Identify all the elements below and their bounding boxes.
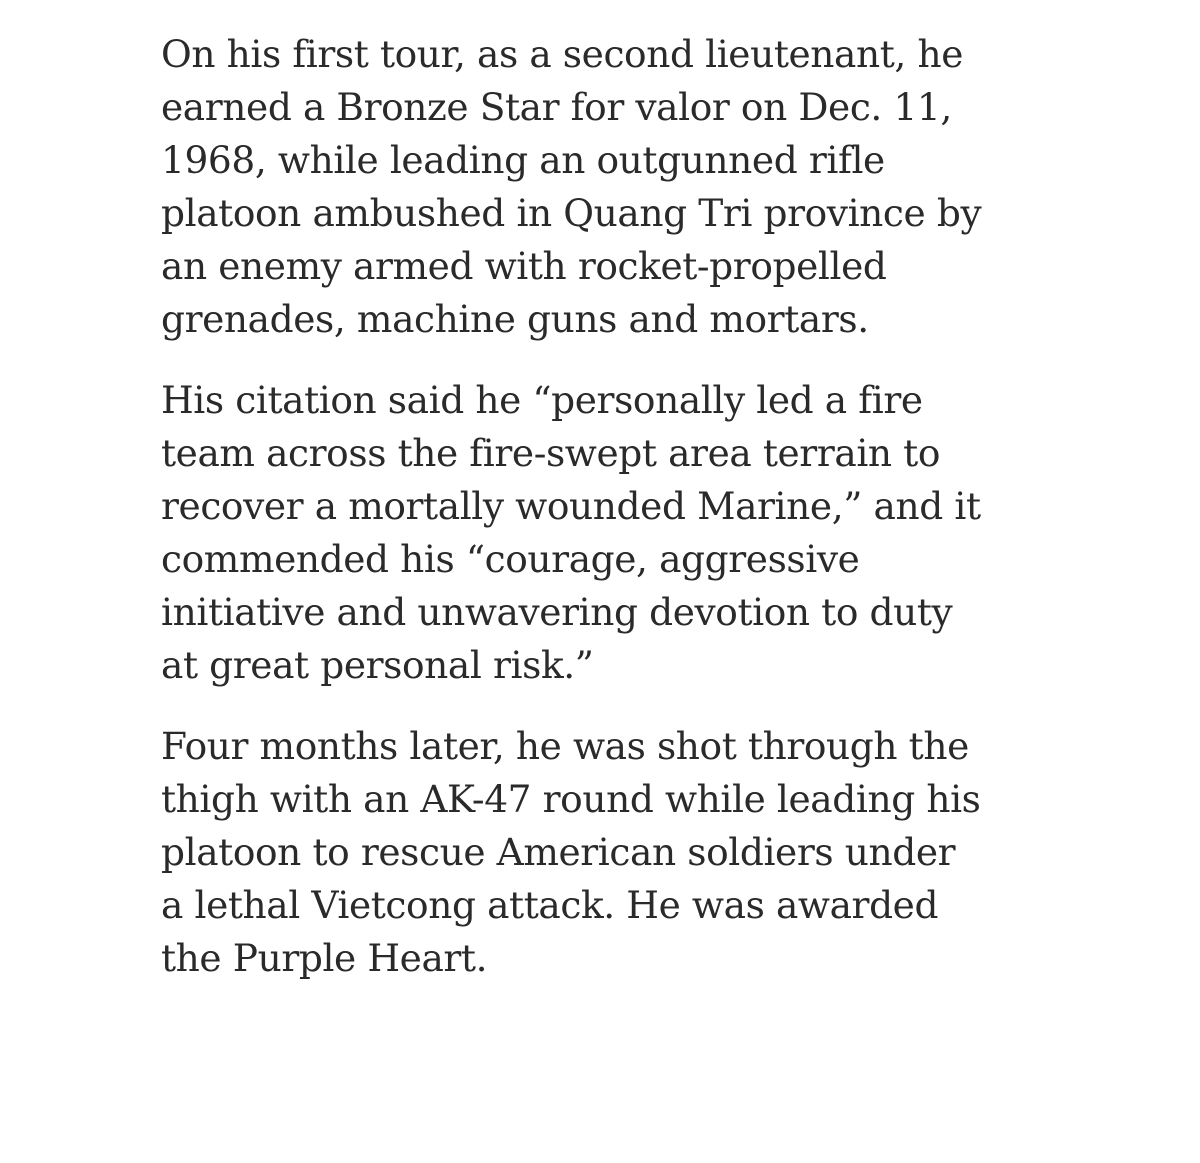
paragraph-line: initiative and unwavering devotion to duty	[161, 590, 953, 634]
article-body	[161, 28, 1081, 1013]
paragraph-line: an enemy armed with rocket-propelled	[161, 244, 887, 288]
paragraph-line: 1968, while leading an outgunned rifle	[161, 138, 885, 182]
paragraph-purple-heart	[161, 720, 1081, 985]
paragraph-line: earned a Bronze Star for valor on Dec. 11,	[161, 85, 952, 129]
paragraph-citation	[161, 374, 1081, 692]
paragraph-line: grenades, machine guns and mortars.	[161, 297, 869, 341]
paragraph-line: team across the fire-swept area terrain to	[161, 431, 941, 475]
paragraph-line: His citation said he “personally led a fire	[161, 378, 923, 422]
paragraph-line: a lethal Vietcong attack. He was awarded	[161, 883, 939, 927]
paragraph-line: On his first tour, as a second lieutenant, he	[161, 32, 964, 76]
paragraph-line: platoon to rescue American soldiers under	[161, 830, 956, 874]
paragraph-line: recover a mortally wounded Marine,” and it	[161, 484, 981, 528]
paragraph-first-tour	[161, 28, 1081, 346]
paragraph-line: Four months later, he was shot through the	[161, 724, 969, 768]
paragraph-line: commended his “courage, aggressive	[161, 537, 860, 581]
paragraph-line: platoon ambushed in Quang Tri province by	[161, 191, 982, 235]
paragraph-line: the Purple Heart.	[161, 936, 488, 980]
paragraph-line: at great personal risk.”	[161, 643, 594, 687]
paragraph-line: thigh with an AK-47 round while leading his	[161, 777, 981, 821]
